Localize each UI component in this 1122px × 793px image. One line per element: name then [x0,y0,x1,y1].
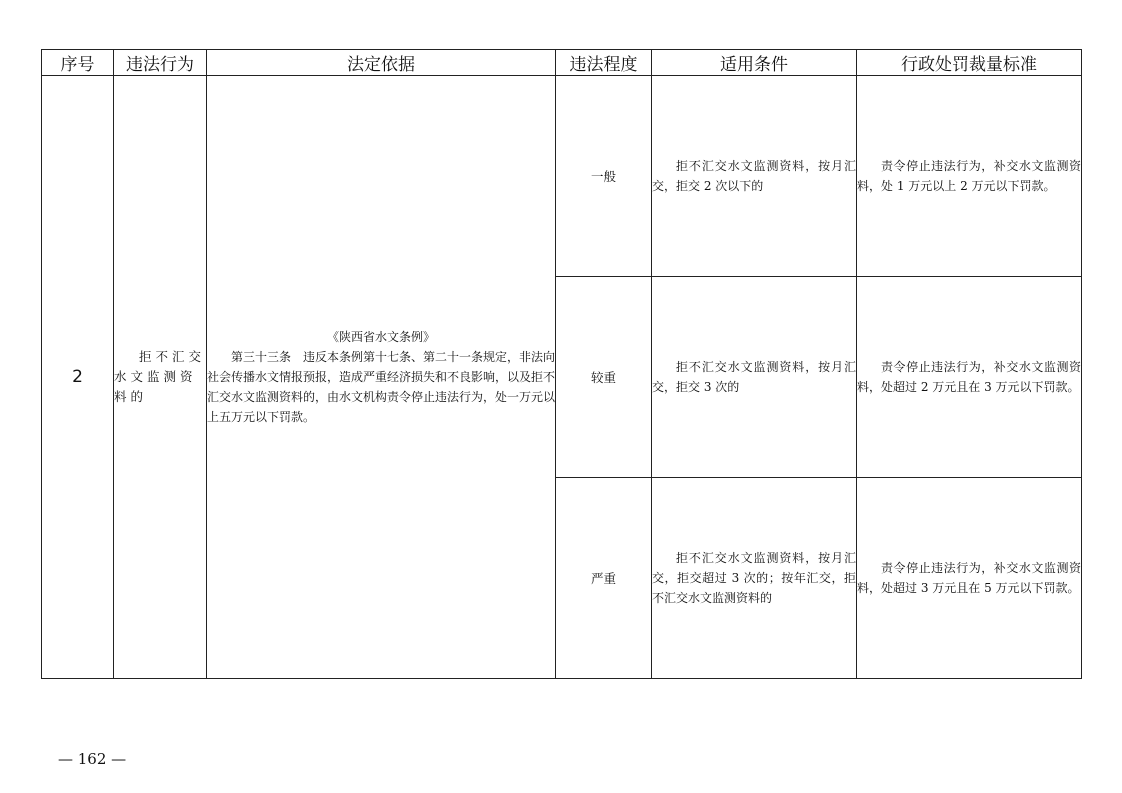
penalty-standard-table [41,49,1082,679]
severity-serious: 较重 [556,277,652,478]
condition-text: 拒不汇交水文监测资料，按月汇交，拒交 2 次以下的 [652,159,856,193]
standard-serious [857,277,1082,478]
table-header-row [42,50,1082,76]
table-row [42,76,1082,277]
page-number: — 162 — [58,750,127,768]
header-seq: 序号 [42,50,114,76]
condition-general [652,76,857,277]
seq-number: 2 [42,76,114,679]
header-severity: 违法程度 [556,50,652,76]
law-text: 第三十三条 违反本条例第十七条、第二十一条规定，非法向社会传播水文情报预报，造成严重经济损失和不良影响，以及拒不汇交水文监测资料的，由水文机构责令停止违法行为，处一万元以上五万元以下罚款。 [207,350,556,424]
law-title: 《陕西省水文条例》 [326,330,435,344]
legal-basis-cell [207,76,556,679]
header-violation: 违法行为 [114,50,207,76]
header-condition: 适用条件 [652,50,857,76]
severity-severe: 严重 [556,478,652,679]
standard-severe [857,478,1082,679]
standard-general [857,76,1082,277]
standard-text: 责令停止违法行为，补交水文监测资料，处 1 万元以上 2 万元以下罚款。 [857,159,1081,193]
header-legal-basis: 法定依据 [207,50,556,76]
standard-text: 责令停止违法行为，补交水文监测资料，处超过 2 万元且在 3 万元以下罚款。 [857,360,1081,394]
header-penalty-standard: 行政处罚裁量标准 [857,50,1082,76]
condition-serious [652,277,857,478]
severity-general: 一般 [556,76,652,277]
violation-text: 拒不汇交水文监测资料的 [114,349,206,404]
condition-severe [652,478,857,679]
condition-text: 拒不汇交水文监测资料，按月汇交，拒交超过 3 次的；按年汇交，拒不汇交水文监测资料的 [652,551,856,605]
condition-text: 拒不汇交水文监测资料，按月汇交，拒交 3 次的 [652,360,856,394]
violation-cell [114,76,207,679]
standard-text: 责令停止违法行为，补交水文监测资料，处超过 3 万元且在 5 万元以下罚款。 [857,561,1081,595]
